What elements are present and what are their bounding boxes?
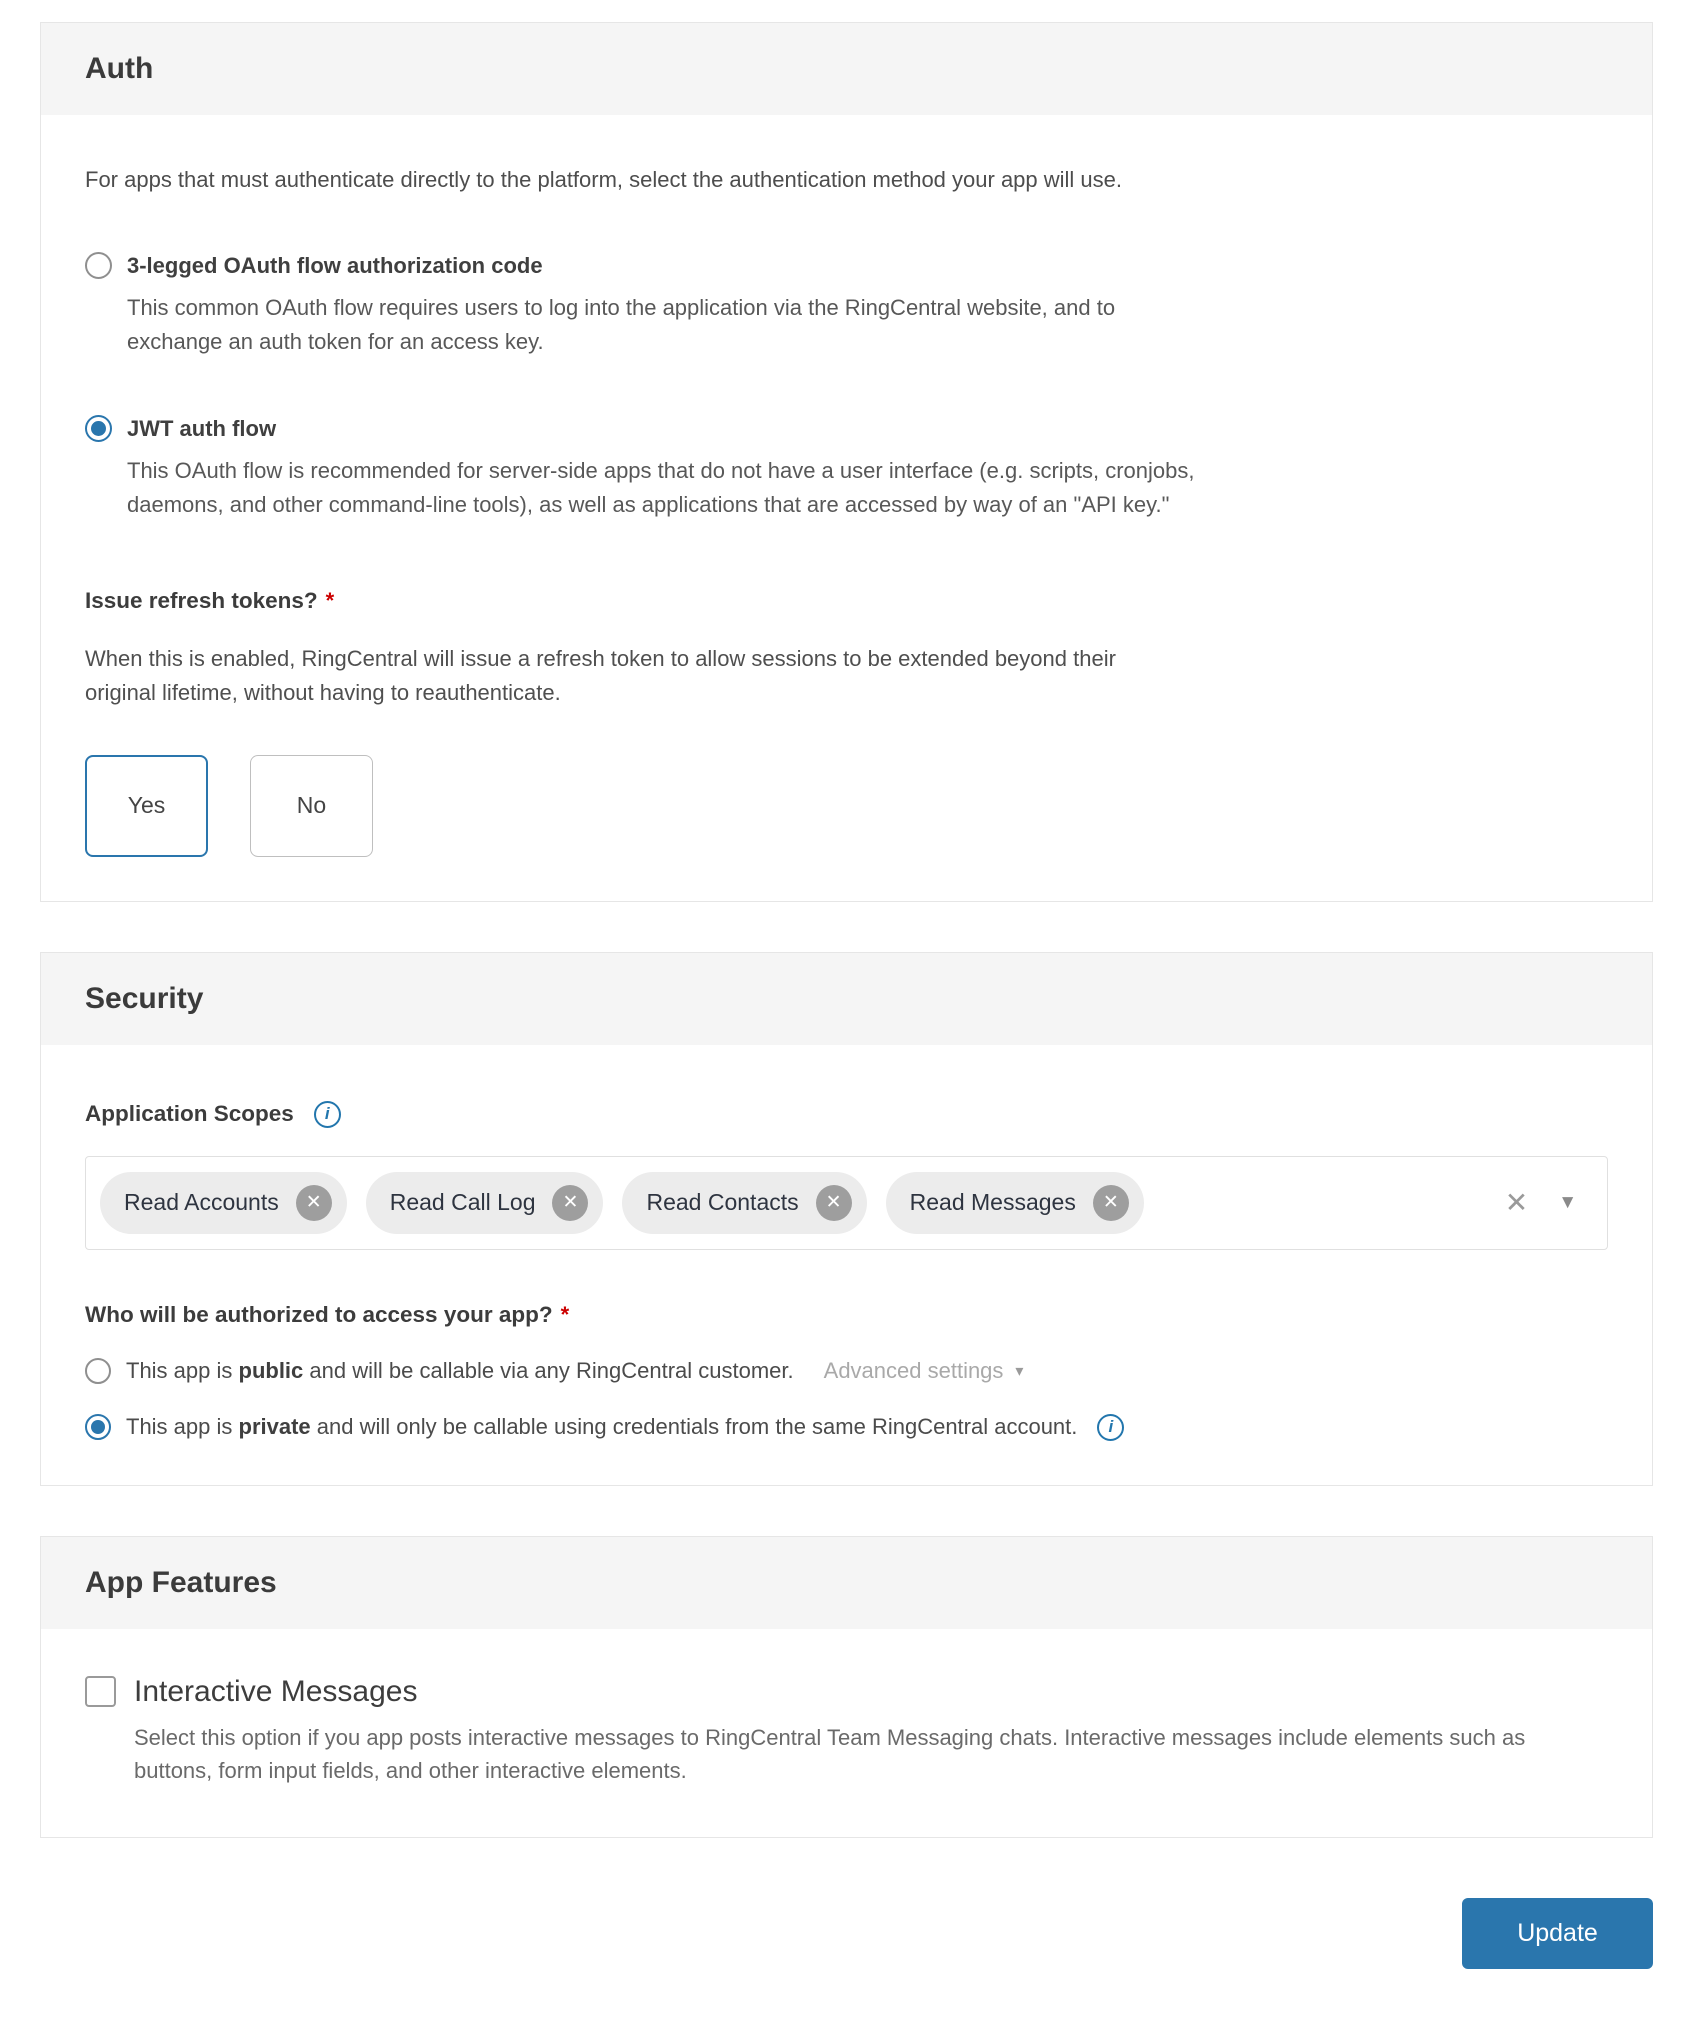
issue-refresh-tokens-label: Issue refresh tokens?	[85, 588, 318, 614]
select-controls	[1504, 1186, 1581, 1218]
info-icon[interactable]: i	[1097, 1414, 1124, 1441]
application-scopes-row	[85, 1101, 1608, 1128]
radio-unselected-icon[interactable]	[85, 252, 112, 279]
option-text-bold: private	[238, 1414, 311, 1440]
scope-chip	[100, 1172, 347, 1234]
scope-chip	[622, 1172, 866, 1234]
issue-refresh-tokens-question	[85, 588, 1608, 614]
access-option-public-label	[126, 1358, 794, 1384]
auth-intro-text: For apps that must authenticate directly to the platform, select the authentication method your app will use.	[85, 167, 1123, 192]
clear-all-icon[interactable]: ✕	[1504, 1186, 1529, 1218]
chevron-down-icon[interactable]: ▼	[1558, 1192, 1577, 1214]
auth-panel	[40, 22, 1653, 902]
update-button[interactable]: Update	[1462, 1898, 1653, 1969]
scope-chip-label: Read Contacts	[646, 1189, 799, 1216]
scope-chip-label: Read Accounts	[124, 1189, 279, 1216]
option-text-prefix: This app is	[126, 1414, 239, 1440]
radio-selected-icon[interactable]	[85, 415, 112, 442]
radio-unselected-icon[interactable]	[85, 1358, 111, 1384]
application-scopes-label: Application Scopes	[85, 1101, 294, 1127]
auth-option-jwt-label: JWT auth flow	[127, 416, 277, 442]
app-features-panel-body	[41, 1675, 1652, 1837]
scope-chip	[886, 1172, 1144, 1234]
no-button[interactable]: No	[250, 755, 373, 857]
auth-panel-body	[41, 115, 1652, 901]
option-text-suffix: and will be callable via any RingCentral customer.	[303, 1357, 794, 1383]
authorized-question	[85, 1302, 1608, 1328]
access-option-private[interactable]	[85, 1414, 1608, 1441]
security-panel	[40, 952, 1653, 1486]
required-asterisk: *	[325, 588, 335, 614]
option-text-suffix: and will only be callable using credentials from the same RingCentral account.	[310, 1414, 1078, 1440]
scope-chip-label: Read Call Log	[389, 1189, 536, 1216]
application-scopes-select[interactable]	[85, 1156, 1608, 1250]
authorized-question-label: Who will be authorized to access your app?	[85, 1301, 553, 1327]
info-icon[interactable]: i	[314, 1101, 341, 1128]
interactive-messages-checkbox[interactable]	[85, 1676, 116, 1707]
remove-scope-icon[interactable]: ✕	[1093, 1185, 1129, 1221]
auth-option-jwt[interactable]	[85, 415, 1608, 442]
auth-option-3legged-label: 3-legged OAuth flow authorization code	[127, 253, 543, 278]
auth-option-3legged-description: This common OAuth flow requires users to log into the application via the RingCentral website, and to exchange an auth token for an access key.	[127, 295, 1116, 355]
security-panel-title: Security	[41, 953, 1652, 1045]
access-option-private-label	[126, 1414, 1077, 1440]
security-panel-body	[41, 1045, 1652, 1485]
advanced-settings-caret-icon[interactable]: ▾	[1015, 1362, 1024, 1380]
refresh-tokens-toggle-group	[85, 755, 1608, 857]
remove-scope-icon[interactable]: ✕	[816, 1185, 852, 1221]
auth-option-jwt-description: This OAuth flow is recommended for server-side apps that do not have a user interface (e.g. scripts, cronjobs, daemons, and other command-line tools), as well as applications that are accessed by way of an "API key."	[127, 458, 1195, 518]
advanced-settings-link[interactable]: Advanced settings	[823, 1357, 1004, 1383]
interactive-messages-description: Select this option if you app posts interactive messages to RingCentral Team Messaging chats. Interactive messages include elements such as buttons, form input fields, and other interactive elements.	[134, 1724, 1526, 1783]
remove-scope-icon[interactable]: ✕	[296, 1185, 332, 1221]
option-text-bold: public	[238, 1357, 304, 1383]
footer-actions	[40, 1898, 1653, 1969]
remove-scope-icon[interactable]: ✕	[552, 1185, 588, 1221]
app-features-panel	[40, 1536, 1653, 1838]
interactive-messages-label: Interactive Messages	[134, 1674, 418, 1708]
auth-panel-title: Auth	[41, 23, 1652, 115]
interactive-messages-row[interactable]	[85, 1675, 1608, 1709]
required-asterisk: *	[560, 1301, 570, 1327]
access-option-public[interactable]	[85, 1358, 1608, 1384]
radio-selected-icon[interactable]	[85, 1414, 111, 1440]
issue-refresh-tokens-description: When this is enabled, RingCentral will issue a refresh token to allow sessions to be extended beyond their original lifetime, without having to reauthenticate.	[85, 646, 1116, 706]
app-features-panel-title: App Features	[41, 1537, 1652, 1629]
auth-option-3legged[interactable]	[85, 252, 1608, 279]
yes-button[interactable]: Yes	[85, 755, 208, 857]
scope-chip-label: Read Messages	[909, 1189, 1076, 1216]
scope-chip	[366, 1172, 604, 1234]
option-text-prefix: This app is	[126, 1357, 239, 1383]
